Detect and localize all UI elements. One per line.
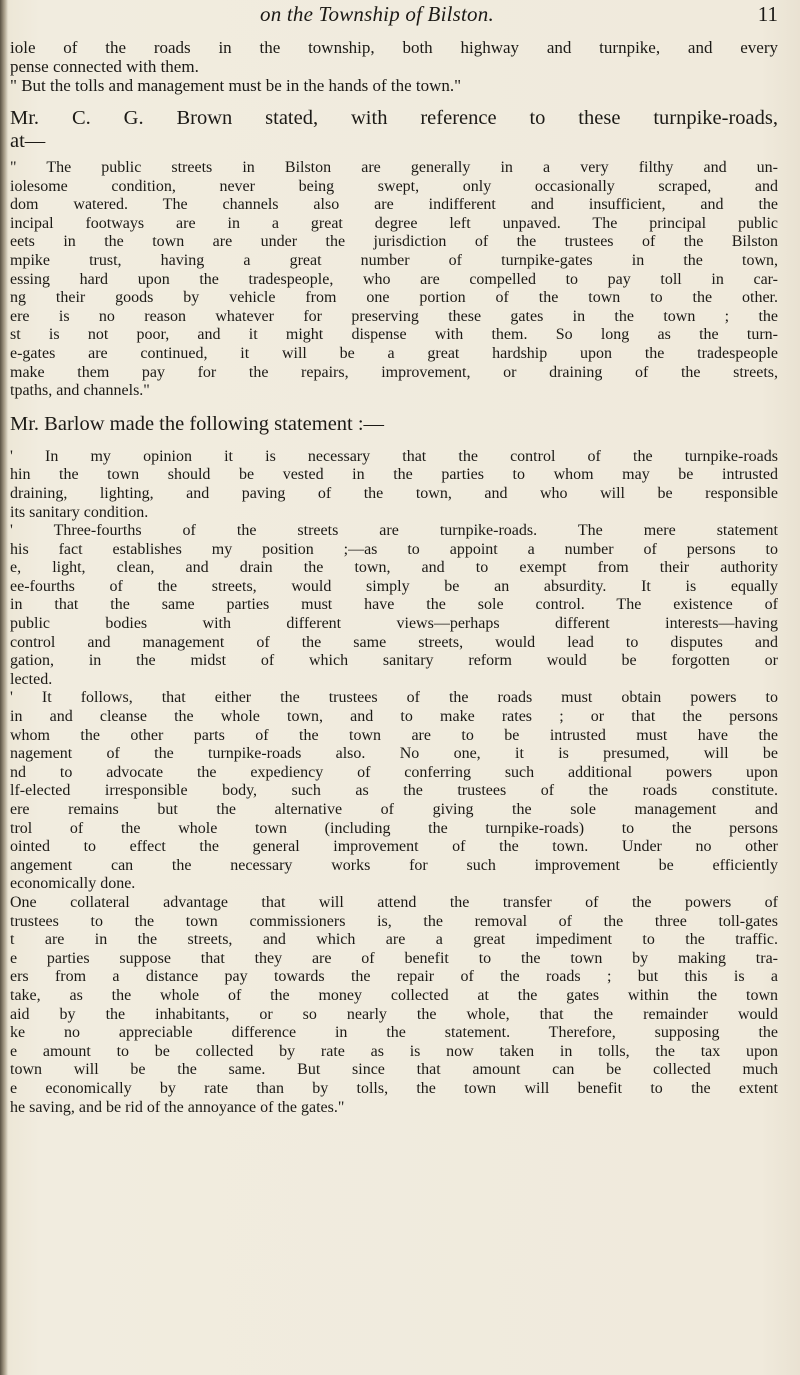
text-line: Mr. C. G. Brown stated, with reference to these turnpike-roads,	[10, 107, 778, 129]
text-line: nd to advocate the expediency of conferring such additional powers upon	[10, 763, 778, 781]
text-line: mpike trust, having a great number of turnpike-gates in the town,	[10, 251, 778, 269]
text-line: aid by the inhabitants, or so nearly the whole, that the remainder would	[10, 1005, 778, 1023]
text-line: ere remains but the alternative of giving the sole management and	[10, 801, 778, 818]
text-line: essing hard upon the tradespeople, who are compelled to pay toll in car-	[10, 270, 778, 288]
text-line: tpaths, and channels."	[10, 382, 150, 400]
running-head-title: on the Township of Bilston.	[260, 2, 494, 26]
text-line: st is not poor, and it might dispense with them. So long as the turn-	[10, 326, 778, 344]
text-line: pense connected with them.	[10, 57, 199, 76]
binding-gutter-shadow	[0, 0, 8, 1375]
text-line: his fact establishes my position ;—as to appoint a number of persons to	[10, 540, 778, 558]
text-line: lf-elected irresponsible body, such as the trustees of the roads constitute.	[10, 782, 778, 800]
text-line: e economically by rate than by tolls, the town will benefit to the extent	[10, 1079, 778, 1097]
text-line: in and cleanse the whole town, and to make rates ; or that the persons	[10, 708, 778, 726]
text-line: ere is no reason whatever for preserving these gates in the town ; the	[10, 307, 778, 325]
paragraph-roads-management	[10, 38, 778, 95]
text-line: e amount to be collected by rate as is now taken in tolls, the tax upon	[10, 1042, 778, 1060]
text-line: angement can the necessary works for such improvement be efficiently	[10, 856, 778, 874]
text-line: lected.	[10, 670, 53, 688]
text-line: eets in the town are under the jurisdiction of the trustees of the Bilston	[10, 233, 778, 251]
text-line: t are in the streets, and which are a great impediment to the traffic.	[10, 931, 778, 949]
text-line: he saving, and be rid of the annoyance of the gates."	[10, 1098, 345, 1116]
paragraph-brown-intro	[10, 107, 778, 153]
text-line: e, light, clean, and drain the town, and to exempt from their authority	[10, 559, 778, 577]
text-line: ers from a distance pay towards the repair of the roads ; but this is a	[10, 968, 778, 986]
text-line: public bodies with different views—perhaps different interests—having	[10, 615, 778, 633]
page-number: 11	[757, 2, 778, 26]
text-line: ointed to effect the general improvement of the town. Under no other	[10, 838, 778, 856]
text-line: make them pay for the repairs, improvement, or draining of the streets,	[10, 363, 778, 381]
text-line: e parties suppose that they are of benefit to the town by making tra-	[10, 949, 778, 967]
text-line: ' In my opinion it is necessary that the control of the turnpike-roads	[10, 447, 778, 465]
running-head	[0, 0, 800, 28]
text-line: take, as the whole of the money collected at the gates within the town	[10, 986, 778, 1004]
text-line: ' Three-fourths of the streets are turnpike-roads. The mere statement	[10, 522, 778, 540]
text-line: ' It follows, that either the trustees of the roads must obtain powers to	[10, 689, 778, 707]
text-line: its sanitary condition.	[10, 503, 149, 521]
text-line: draining, lighting, and paving of the town, and who will be responsible	[10, 484, 778, 502]
text-line: trustees to the town commissioners is, the removal of the three toll-gates	[10, 912, 778, 930]
barlow-statement	[10, 448, 778, 1117]
paragraph-barlow-intro	[10, 413, 778, 436]
text-line: town will be the same. But since that amount can be collected much	[10, 1061, 778, 1079]
text-line: control and management of the same streets, would lead to disputes and	[10, 633, 778, 651]
text-line: economically done.	[10, 875, 136, 893]
text-line: hin the town should be vested in the parties to whom may be intrusted	[10, 466, 778, 484]
text-line: gation, in the midst of which sanitary reform would be forgotten or	[10, 652, 778, 670]
text-line: iolesome condition, never being swept, only occasionally scraped, and	[10, 177, 778, 195]
text-line: e-gates are continued, it will be a great hardship upon the tradespeople	[10, 344, 778, 362]
text-line: iole of the roads in the township, both highway and turnpike, and every	[10, 38, 778, 57]
text-line: Mr. Barlow made the following statement :—	[10, 412, 385, 435]
text-line: dom watered. The channels also are indifferent and insufficient, and the	[10, 196, 778, 214]
text-line: " But the tolls and management must be in the hands of the town."	[10, 76, 462, 95]
text-line: trol of the whole town (including the turnpike-roads) to the persons	[10, 819, 778, 837]
text-line: in that the same parties must have the sole control. The existence of	[10, 596, 778, 614]
text-line: nagement of the turnpike-roads also. No one, it is presumed, will be	[10, 745, 778, 763]
brown-statement	[10, 159, 778, 401]
text-line: incipal footways are in a great degree left unpaved. The principal public	[10, 214, 778, 232]
text-line: " The public streets in Bilston are generally in a very filthy and un-	[10, 159, 778, 176]
page-body	[10, 38, 778, 1117]
text-line: One collateral advantage that will attend the transfer of the powers of	[10, 893, 778, 911]
text-line: ee-fourths of the streets, would simply be an absurdity. It is equally	[10, 577, 778, 595]
text-line: at—	[10, 130, 46, 152]
text-line: ng their goods by vehicle from one portion of the town to the other.	[10, 289, 778, 307]
text-line: ke no appreciable difference in the statement. Therefore, supposing the	[10, 1024, 778, 1042]
text-line: whom the other parts of the town are to be intrusted must have the	[10, 726, 778, 744]
